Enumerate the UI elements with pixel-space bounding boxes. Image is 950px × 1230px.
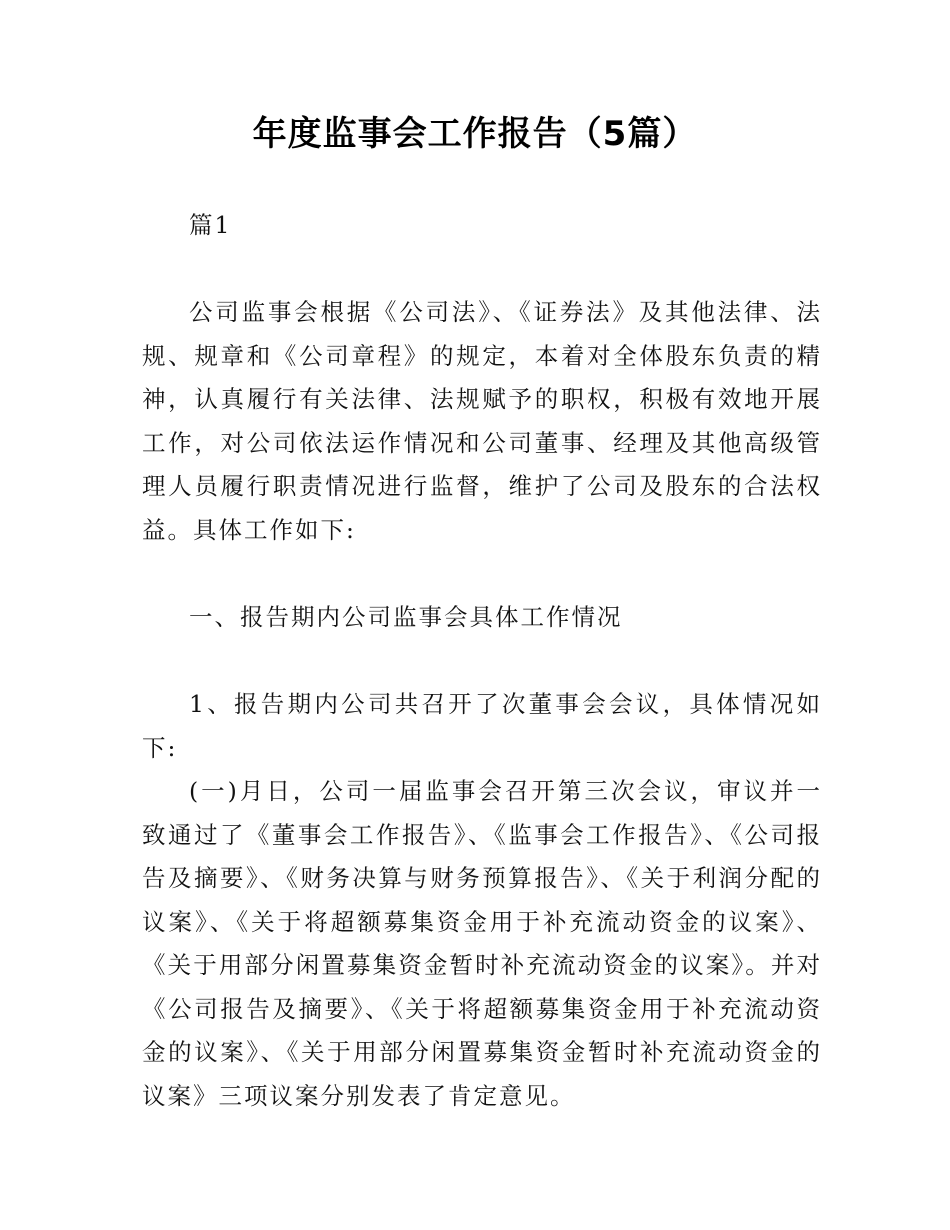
intro-paragraph: 公司监事会根据《公司法》、《证券法》及其他法律、法规、规章和《公司章程》的规定，本着对全体股东负责的精神，认真履行有关法律、法规赋予的职权，积极有效地开展工作，对公司依法运作情况和公司董事、经理及其他高级管理人员履行职责情况进行监督，维护了公司及股东的合法权益。具体工作如下: [142, 298, 822, 544]
chapter-label: 篇1 [189, 211, 232, 239]
section-heading-one: 一、报告期内公司监事会具体工作情况 [189, 603, 623, 631]
sub-item-one-paragraph: (一)月日，公司一届监事会召开第三次会议，审议并一致通过了《董事会工作报告》、《监事会工作报告》、《公司报告及摘要》、《财务决算与财务预算报告》、《关于利润分配的议案》、《关于将超额募集资金用于补充流动资金的议案》、《关于用部分闲置募集资金暂时补充流动资金的议案》。并对《公司报告及摘要》、《关于将超额募集资金用于补充流动资金的议案》、《关于用部分闲置募集资金暂时补充流动资金的议案》三项议案分别发表了肯定意见。 [142, 777, 822, 1110]
item-one-paragraph: 1、报告期内公司共召开了次董事会会议，具体情况如下: [142, 690, 822, 762]
document-title: 年度监事会工作报告（5篇） [252, 114, 698, 154]
